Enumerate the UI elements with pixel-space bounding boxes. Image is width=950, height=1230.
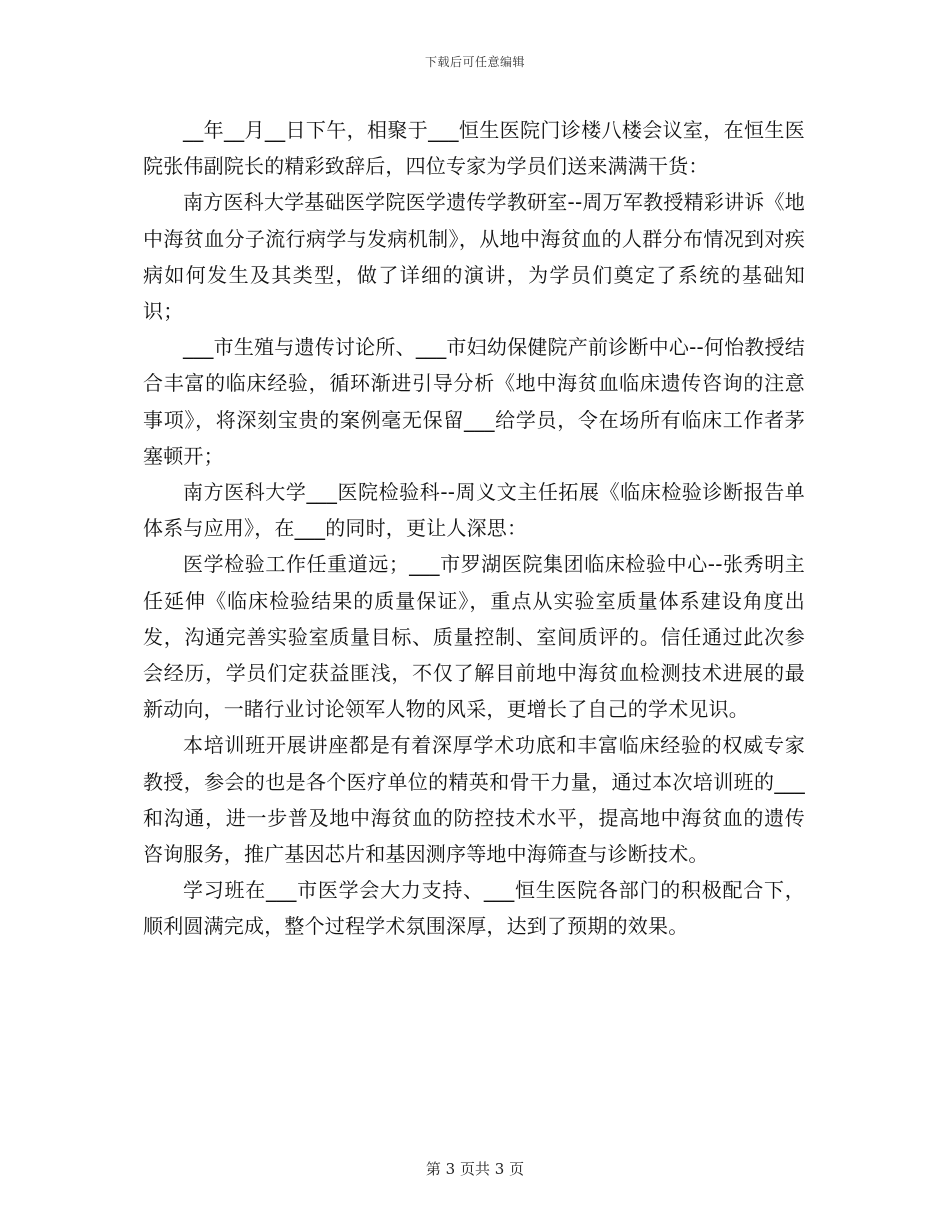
document-body <box>143 112 805 945</box>
paragraph-6: 本培训班开展讲座都是有着深厚学术功底和丰富临床经验的权威专家教授，参会的也是各个医疗单位的精英和骨干力量，通过本次培训班的___和沟通，进一步普及地中海贫血的防控技术水平，提高地中海贫血的遗传咨询服务，推广基因芯片和基因测序等地中海筛查与诊断技术。 <box>143 733 805 867</box>
page-number: 第 3 页共 3 页 <box>425 1160 525 1178</box>
paragraph-3: ___市生殖与遗传讨论所、___市妇幼保健院产前诊断中心--何怡教授结合丰富的临床经验，循环渐进引导分析《地中海贫血临床遗传咨询的注意事项》，将深刻宝贵的案例毫无保留___给学员，令在场所有临床工作者茅塞顿开； <box>143 335 805 468</box>
paragraph-7: 学习班在___市医学会大力支持、___恒生医院各部门的积极配合下，顺利圆满完成，整个过程学术氛围深厚，达到了预期的效果。 <box>143 878 805 939</box>
paragraph-5: 医学检验工作任重道远；___市罗湖医院集团临床检验中心--张秀明主任延伸《临床检验结果的质量保证》，重点从实验室质量体系建设角度出发，沟通完善实验室质量目标、质量控制、室间质评的。信任通过此次参会经历，学员们定获益匪浅，不仅了解目前地中海贫血检测技术进展的最新动向，一睹行业讨论领军人物的风采，更增长了自己的学术见识。 <box>143 552 805 722</box>
paragraph-4: 南方医科大学___医院检验科--周义文主任拓展《临床检验诊断报告单体系与应用》，在___的同时，更让人深思： <box>143 480 805 541</box>
page-header: 下载后可任意编辑 <box>424 55 525 69</box>
paragraph-2: 南方医科大学基础医学院医学遗传学教研室--周万军教授精彩讲诉《地中海贫血分子流行病学与发病机制》，从地中海贫血的人群分布情况到对疾病如何发生及其类型，做了详细的演讲，为学员们奠定了系统的基础知识； <box>143 190 805 324</box>
paragraph-1: __年__月__日下午，相聚于___恒生医院门诊楼八楼会议室，在恒生医院张伟副院长的精彩致辞后，四位专家为学员们送来满满干货： <box>143 118 805 179</box>
